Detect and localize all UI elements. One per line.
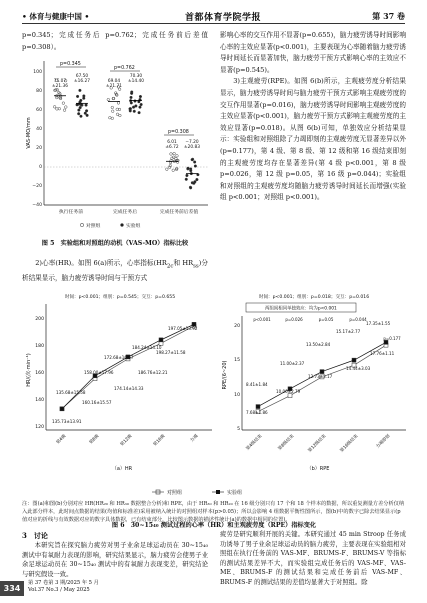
x-category: 第8级 [88,433,101,446]
scatter-point [111,110,114,113]
x-category: 第4级 [55,433,68,446]
x-category: 力竭 [189,433,200,444]
journal-title: 首都体育学院学报 [185,13,262,23]
p-value: p=0.044 [349,317,367,322]
annotation-text: 两组间相同单独效应：均为p<0.001 [265,306,337,312]
scatter-point [185,178,188,181]
figure-5-chart [22,55,212,235]
scatter-point [173,152,176,155]
data-label: 172.68±16.57 [104,355,134,360]
figure-6-legend [150,486,290,498]
legend-control: 对照组 [167,490,183,496]
scatter-point [85,109,88,112]
data-label: 184.24±14.10 [132,345,162,350]
paragraph: 影响心率的交互作用不显著(p=0.655)，脑力疲劳诱导时间影响心率的主效应显著(p<0.001)，主要表现为心率随着脑力疲劳诱导时间延长而显著加快，脑力疲劳干预方式影响心率的主效应不显著(p=0.545)。 [220,31,406,74]
figure-6-caption: 图 6 30~15₄₀ 测试过程的心率（HR）和主观疲劳度（RPE）指标变化 [111,522,317,529]
data-label: 198.27±11.58 [156,350,186,355]
scatter-point [168,166,171,169]
data-label: 186.76±12.21 [138,370,168,375]
issue-line-cn: 第 37 卷第 3 期/2025 年 5 月 [28,580,99,586]
stats-summary: 时间：p<0.001；组别：p=0.018；交互：p=0.016 [258,295,370,300]
scatter-point [194,165,197,168]
scatter-point [116,113,119,116]
ytick: 5 [237,427,240,432]
stat-label: ±6.72 [165,145,179,150]
scatter-point [78,109,81,112]
scatter-point [130,102,133,105]
header-rule [22,23,405,24]
legend-experiment: 实验组 [126,224,141,229]
p-value: p=0.308 [168,130,189,135]
left-top-text [22,30,208,53]
scatter-point [129,107,132,110]
data-label: 17.76±1.11 [370,351,395,356]
scatter-point [130,96,133,99]
scatter-point [107,98,110,101]
scatter-point [80,115,83,118]
legend-marker-experiment [216,490,220,494]
y-axis-label: VAS-MO/mm [26,117,32,149]
data-label: 15.17±2.77 [336,329,361,334]
p-value: p=0.026 [285,317,303,322]
scatter-point [80,103,83,106]
scatter-point [172,169,175,172]
scatter-point [166,168,169,171]
scatter-point [139,95,142,98]
scatter-point [130,92,133,95]
series-line [62,324,194,408]
x-category: 第16级结束 [339,433,360,454]
scatter-point [55,96,58,99]
discussion-right-text [220,530,406,587]
scatter-point [111,117,114,120]
stat-label: 70.30 [129,74,143,79]
x-category: 力竭即刻 [375,433,392,450]
legend-experiment: 实验组 [227,490,243,496]
scatter-point [117,102,120,105]
page-number: 334 [0,581,24,596]
stat-label: 6.01 [167,140,177,145]
scatter-point [86,114,89,117]
x-category: 第12级 [119,433,134,448]
p-value: p=0.762 [114,66,135,71]
figure-6b-chart [218,290,410,480]
scatter-point [76,103,79,106]
data-label: 17.35±1.55 [366,321,391,326]
ytick: 160 [35,371,44,376]
p-value: p=0.05 [318,317,334,322]
scatter-point [170,153,173,156]
stat-label: 67.50 [75,74,89,79]
data-point [256,405,260,409]
data-point [288,394,292,398]
subfigure-label: （b）RPE [306,466,330,472]
scatter-point [133,110,136,113]
section-heading: 3 讨论 [22,531,48,540]
paragraph: 本研究旨在探究脑力疲劳对男子业余足球运动员在 30~15₄₀ 测试中有氧耐力表现的影响，研究结果显示，脑力疲劳会使男子业余足球运动员在 30~15₄₀ 测试中的有氧耐力表现变差，研究结论与研究假设一致。 [22,542,208,578]
issue-line-en: Vol.37 No.3 / May 2025 [28,587,90,593]
right-top-text [220,30,406,204]
data-label: 14.44±3.03 [346,366,371,371]
scatter-point [191,158,194,161]
discussion-left-text [22,541,208,579]
ytick: −20 [32,184,42,189]
ytick: −40 [32,203,42,208]
issue-info [28,580,99,594]
discussion-section [22,530,208,541]
subfigure-label: （a）HR [111,466,133,472]
y-axis-label: HR/(次·min⁻¹) [26,353,32,387]
data-label: 174.14±14.33 [114,386,144,391]
scatter-point [140,103,143,106]
x-category: 完成任务前后差值 [159,210,199,215]
x-category: 执行任务前 [59,210,83,215]
x-category: 第8级结束 [277,433,296,452]
scatter-point [79,89,82,92]
ytick: 120 [35,425,44,430]
stat-label: −7.20 [185,140,199,145]
data-label: 160.16±15.57 [82,400,112,405]
scatter-point [80,99,83,102]
paragraph: 3)主观疲劳(RPE)。如图 6(b)所示，主观疲劳度分析结果显示，脑力疲劳诱导时间与脑力疲劳干预方式影响主观疲劳度的交互作用显著(p=0.016)，脑力疲劳诱导时间影响主观疲劳度的主效应显著(p<0.001)，脑力疲劳干预方式影响主观疲劳度的主效应显著(p=0.018)。从图 6(b)可知，单独效应分析结果显示：实验组和对照组除了力竭即刻的主观疲劳度无显著差异以外(p=0.177)，第 4 级、第 8 级、第 12 级和第 16 级结束即刻的主观疲劳度均存在显著差异(第 4 级 p<0.001，第 8 级 p=0.026，第 12 级 p=0.05，第 16 级 p=0.044)；实验组和对照组的主观疲劳度均随脑力疲劳诱导时间延长而增强(实验组 p<0.001；对照组 p<0.001)。 [220,77,406,202]
ytick: 200 [35,317,44,322]
scatter-point [62,102,65,105]
scatter-point [65,106,68,109]
scatter-point [189,186,192,189]
data-label: 10.00±2.79 [276,389,301,394]
scatter-point [76,95,79,98]
ytick: 60 [36,108,42,113]
scatter-point [132,106,135,109]
ytick: 20 [234,324,240,329]
x-category: 第16级 [152,433,167,448]
scatter-point [169,164,172,167]
paragraph: 疲劳是研究顺利开展的关键。本研究通过 45 min Stroop 任务成功诱导了男子业余足球运动员的脑力疲劳，主要表现在实验组相对照组在执行任务前的 VAS-MF、BRUMS-F、BRUMS-V 等指标的测试结果差异不大，而实验组完成任务后的 VAS-MF、VAS-ME、BRUMS-F 的测试结果和完成任务前后 VAS-MF、BRUMS-F 的测试结果的差值均显著大于对照组。除 [220,531,406,586]
data-label: 135.73±13.91 [52,419,82,424]
scatter-point [189,169,192,172]
scatter-point [63,109,66,112]
scatter-point [196,178,199,181]
scatter-point [82,97,85,100]
data-label: 12.73±3.17 [308,374,333,379]
data-point [320,370,324,374]
legend-marker-experiment [120,223,123,226]
left-mid-text [22,258,208,285]
data-point [352,358,356,362]
volume-label: 第 37 卷 [372,11,405,21]
data-label: 11.00±2.37 [280,361,305,366]
stat-label: 69.04 [107,79,121,84]
stat-label: ±20.83 [184,145,200,150]
stat-label: ±21.71 [106,84,122,89]
data-label: 13.50±2.84 [306,342,331,347]
x-category: 完成任务后 [113,210,137,215]
x-category: 第12级结束 [307,433,328,454]
scatter-point [77,112,80,115]
data-label: 8.41±1.84 [246,382,268,387]
figure-5-caption: 图 5 实验组和对照组的动机（VAS-MO）指标比较 [41,240,189,247]
section-label: • 体育与健康中国 • [22,12,90,21]
data-label: 7.68±1.86 [246,410,268,415]
ytick: 15 [234,358,240,363]
scatter-point [85,104,88,107]
scatter-point [187,167,190,170]
scatter-point [53,106,56,109]
x-category: 第4级结束 [245,433,264,452]
figure-6a-chart [22,290,218,480]
scatter-point [193,161,196,164]
stat-label: ±16.27 [74,79,90,84]
scatter-point [139,106,142,109]
scatter-point [111,106,114,109]
data-label: 158.00±17.96 [84,370,114,375]
ytick: 180 [35,344,44,349]
series-line [62,326,194,409]
ytick: 10 [234,393,240,398]
scatter-point [186,174,189,177]
stats-summary: 时间：p<0.001；组别：p=0.545；交互：p=0.655 [64,295,176,300]
ytick: 80 [36,89,42,94]
paragraph: 2)心率(HR)。如图 6(a)所示，心率指标($HR_{2c}$和 $HR_{ss}$)分析结果显示，脑力疲劳诱导时间与干预方式 [22,259,208,282]
ytick: 40 [36,127,42,132]
stat-label: ±21.36 [52,84,68,89]
ytick: 100 [33,70,42,75]
legend-marker-control [80,223,83,226]
p-value: p=0.345 [60,62,81,67]
figure-note: 注：图(a)和图(b)分别对应 HR(HR₂₀ 和 HR₃₀ 数据整合分析)和 RPE，由于 HR₃₀ 和 HR₂₀ 在 16 级分别只有 17 个和 18 个样本的数据，所以重复测量方差分析仅纳入此部分样本，此时间点数据的结果(均值和标准差)采用被纳入统计的对照组对样本(p>0.05)；所以会影响 4 组数据平衡性图所示，图(b)中的数字已除去结果显示(p 值对应的折线与有效数据对应的数字具体数据，已有结束部分，比较图示数据的描述性统计(a)的数据中相同的位置)。 [22,501,405,523]
p-value: p<0.001 [253,317,271,322]
data-label: 197.05±13.92 [168,326,198,331]
legend-control: 对照组 [86,224,101,229]
data-point [60,407,64,411]
data-label: 135.68±15.58 [56,390,86,395]
stat-label: 75.07 [53,79,67,84]
ytick: 140 [35,398,44,403]
scatter-point [79,106,82,109]
ytick: 0 [39,165,42,170]
paragraph: p=0.345；完成任务后 p=0.762；完成任务前后差值 p=0.308）。 [22,31,208,51]
scatter-point [176,155,179,158]
scatter-point [138,111,141,114]
stat-label: ±14.40 [128,79,144,84]
y-axis-label: RPE/(6~20) [222,360,228,390]
p-value: p=0.177 [383,336,401,341]
data-point [159,338,163,342]
ytick: 20 [36,146,42,151]
scatter-point [194,180,197,183]
scatter-point [109,116,112,119]
